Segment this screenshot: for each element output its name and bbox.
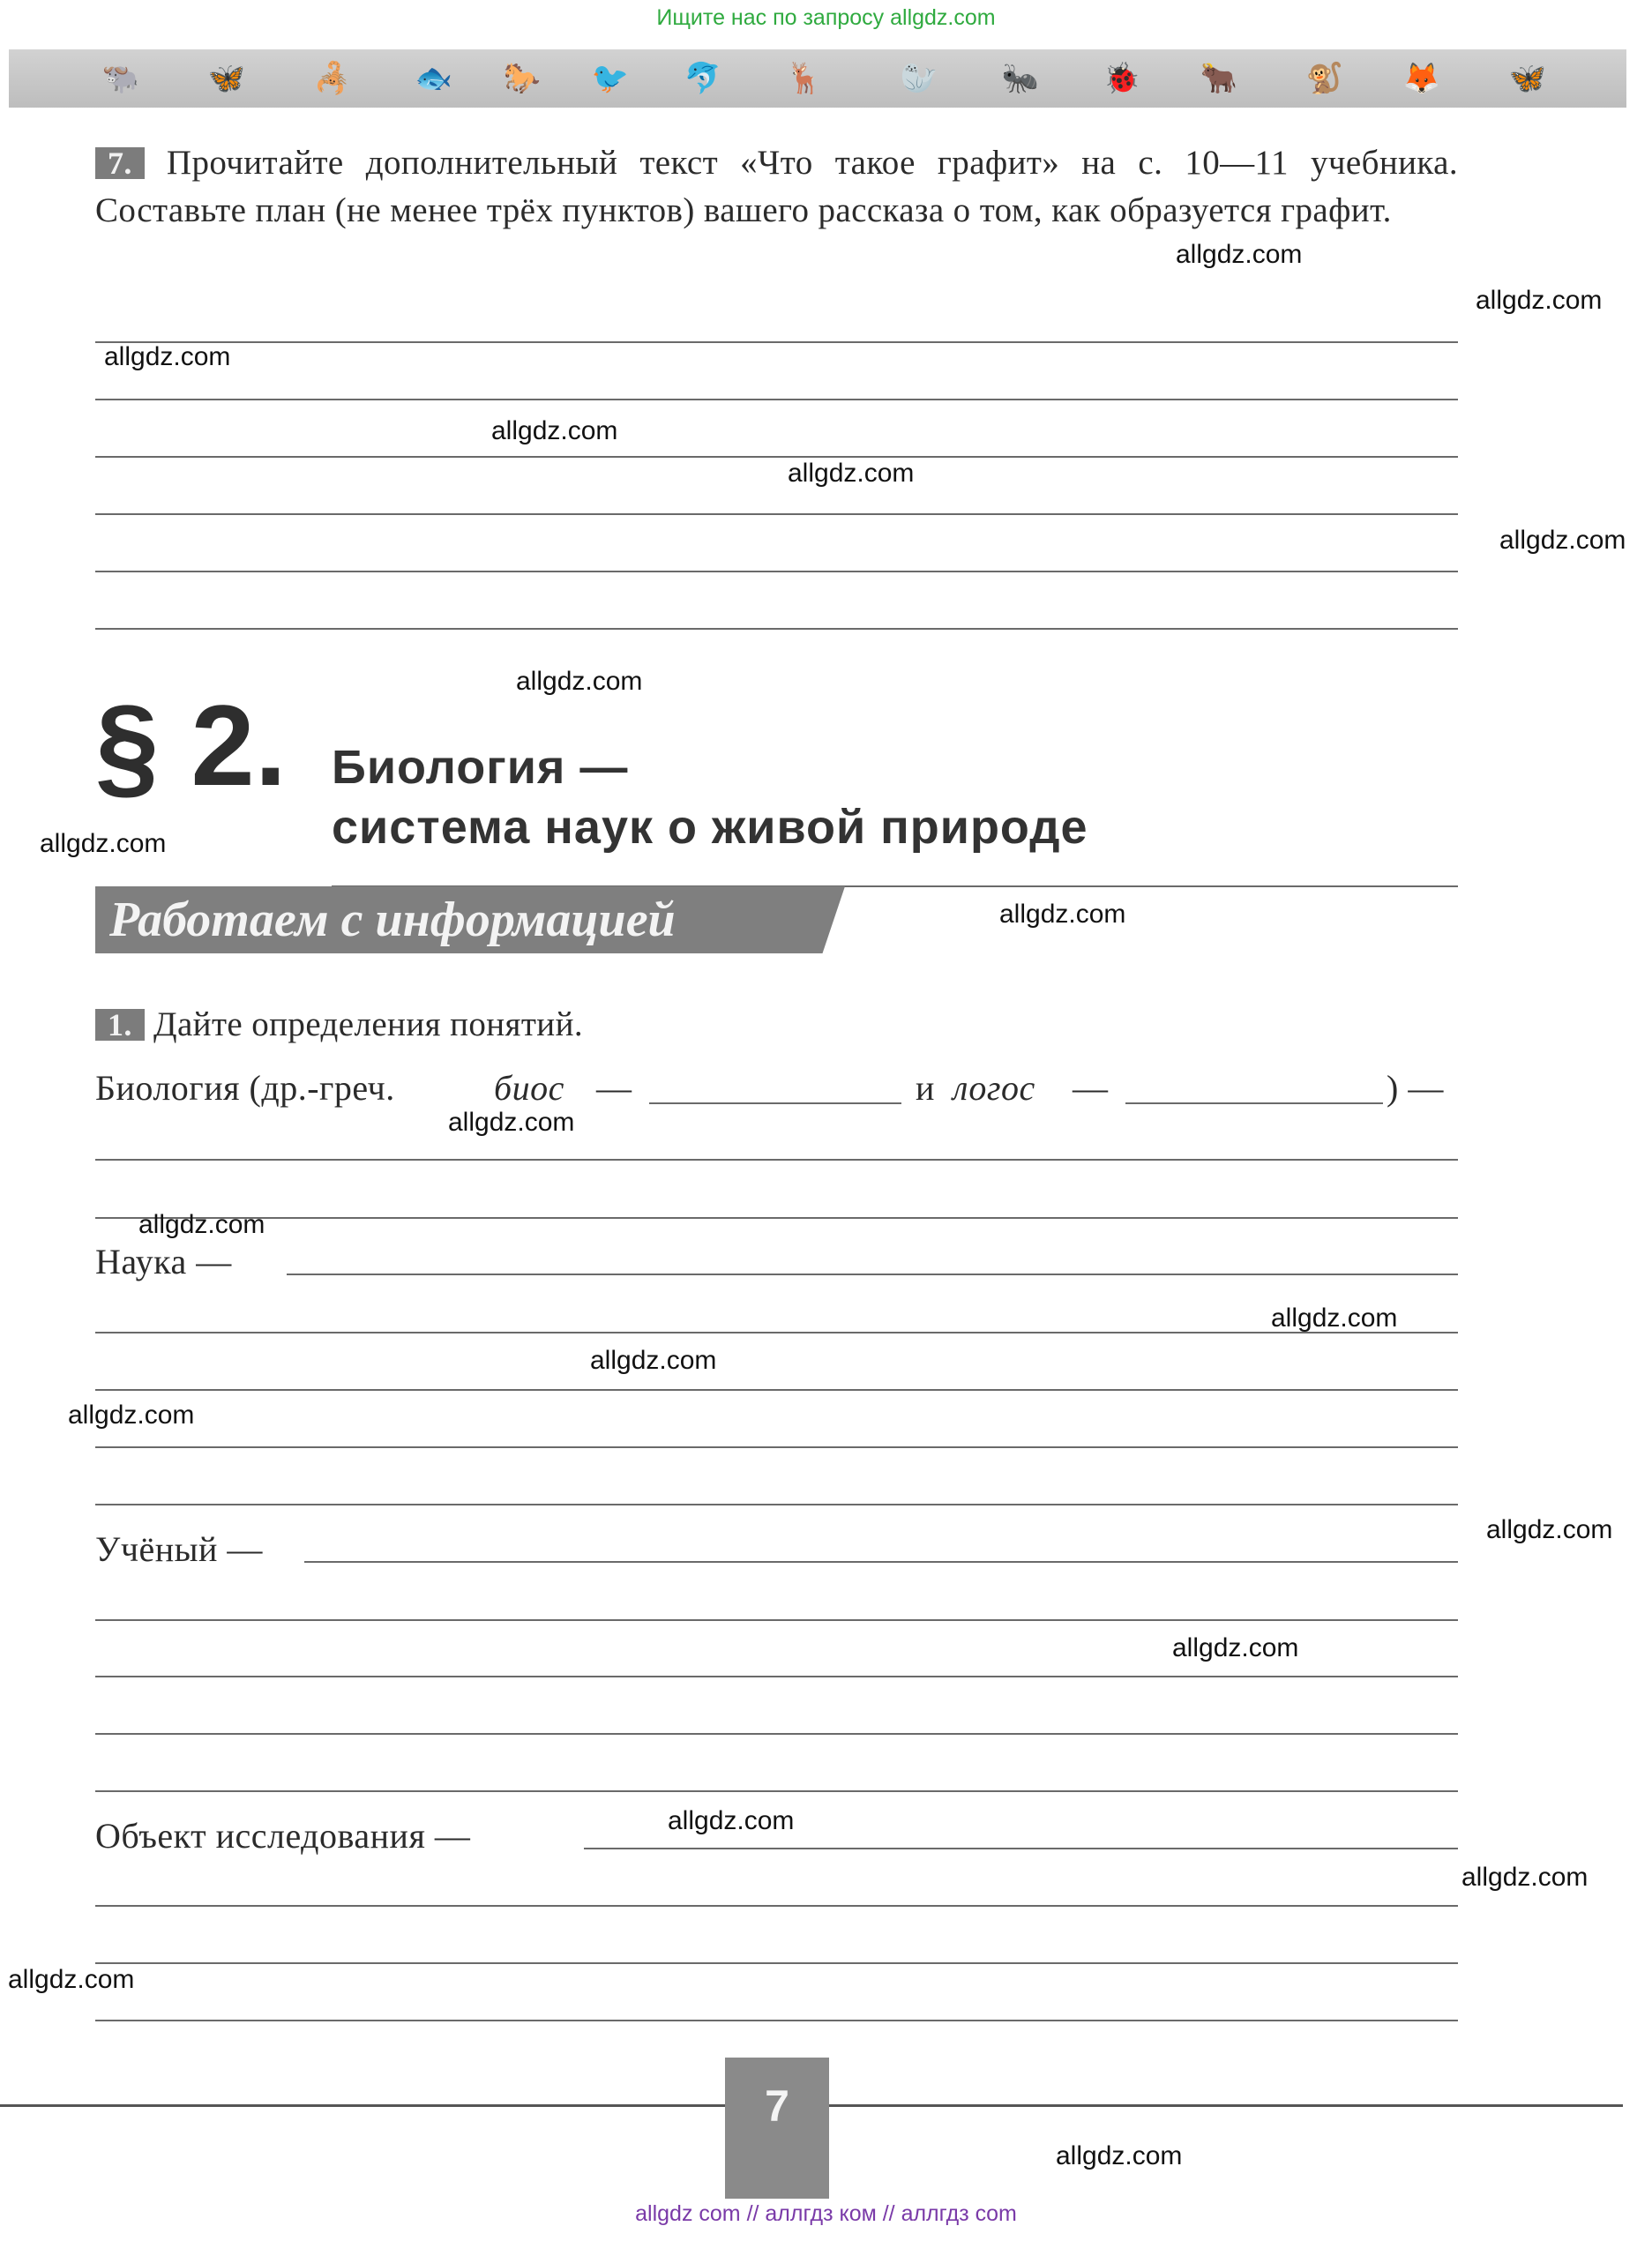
page-number: 7 — [725, 2058, 829, 2199]
fish-icon: 🐟 — [415, 61, 453, 96]
task-7-number: 7. — [95, 147, 145, 179]
watermark: allgdz.com — [68, 1401, 195, 1430]
monkey-icon: 🐒 — [1305, 61, 1344, 96]
bios-term: биос — [494, 1068, 564, 1108]
biology-label: Биология (др.-греч. — [95, 1068, 395, 1108]
dash: — — [596, 1068, 632, 1108]
watermark: allgdz.com — [516, 667, 643, 696]
logos-term: логос — [953, 1068, 1035, 1108]
paragraph-title — [332, 737, 1088, 857]
paragraph-number: § 2. — [95, 681, 287, 810]
answer-line[interactable] — [95, 1217, 1458, 1219]
answer-line[interactable] — [95, 628, 1458, 630]
task-1-text: Дайте определения понятий. — [153, 1005, 583, 1043]
answer-line[interactable] — [95, 1504, 1458, 1505]
dash: — — [1073, 1068, 1109, 1108]
watermark: allgdz.com — [40, 829, 167, 858]
task-1-number: 1. — [95, 1009, 145, 1041]
task-1 — [95, 1001, 583, 1049]
biology-suffix: ) — — [1387, 1068, 1444, 1108]
object-blank[interactable] — [584, 1848, 1458, 1849]
watermark: allgdz.com — [1476, 286, 1603, 315]
object-label: Объект исследования — — [95, 1816, 471, 1856]
answer-line[interactable] — [95, 1159, 1458, 1161]
answer-line[interactable] — [95, 1962, 1458, 1964]
answer-line[interactable] — [95, 513, 1458, 515]
animal-banner — [9, 49, 1626, 108]
answer-line[interactable] — [95, 456, 1458, 458]
answer-line[interactable] — [95, 1446, 1458, 1448]
horse-icon: 🐎 — [503, 61, 542, 96]
answer-line[interactable] — [95, 399, 1458, 400]
bison-icon: 🐃 — [101, 61, 140, 96]
science-label: Наука — — [95, 1242, 232, 1281]
watermark: allgdz.com — [1056, 2141, 1183, 2170]
task-7-text: Прочитайте дополнительный текст «Что такое графит» на с. 10—11 учебника. Составьте план (не менее трёх пунктов) вашего рассказа о том, как образуется графит. — [95, 144, 1458, 229]
fox-icon: 🦊 — [1402, 61, 1441, 96]
watermark: allgdz.com — [1176, 240, 1303, 269]
dolphin-icon: 🐬 — [684, 61, 722, 96]
moth-icon: 🦋 — [1508, 61, 1547, 96]
seal-icon: 🦭 — [900, 61, 938, 96]
scorpion-icon: 🦂 — [313, 61, 352, 96]
watermark: allgdz.com — [788, 459, 915, 488]
task-7 — [95, 139, 1458, 235]
answer-line[interactable] — [95, 2020, 1458, 2021]
deer-icon: 🦌 — [785, 61, 824, 96]
answer-line[interactable] — [95, 341, 1458, 343]
scientist-label: Учёный — — [95, 1529, 263, 1569]
and-word: и — [916, 1068, 935, 1108]
bug-icon: 🐞 — [1103, 61, 1141, 96]
watermark: allgdz.com — [1172, 1633, 1299, 1662]
ant-icon: 🐜 — [1001, 61, 1040, 96]
answer-line[interactable] — [95, 1619, 1458, 1621]
butterfly-icon: 🦋 — [207, 61, 246, 96]
watermark: allgdz.com — [8, 1965, 135, 1994]
watermark: allgdz.com — [1461, 1863, 1588, 1892]
watermark: allgdz.com — [999, 900, 1126, 929]
watermark: allgdz.com — [104, 342, 231, 371]
watermark: allgdz.com — [1486, 1515, 1613, 1544]
bios-blank[interactable] — [649, 1102, 901, 1104]
watermark: allgdz.com — [668, 1806, 795, 1835]
answer-line[interactable] — [95, 1790, 1458, 1792]
paragraph-title-line1: Биология — — [332, 741, 629, 794]
section-header: Работаем с информацией — [109, 893, 676, 947]
answer-line[interactable] — [95, 1676, 1458, 1677]
footer-line-left — [0, 2104, 725, 2107]
answer-line[interactable] — [95, 1389, 1458, 1391]
top-note[interactable]: Ищите нас по запросу allgdz.com — [656, 5, 996, 30]
answer-line[interactable] — [95, 1905, 1458, 1907]
science-blank[interactable] — [287, 1274, 1458, 1275]
scientist-blank[interactable] — [304, 1561, 1458, 1563]
bird-icon: 🐦 — [591, 61, 630, 96]
watermark: allgdz.com — [590, 1346, 717, 1375]
bottom-note[interactable]: allgdz com // аллгдз ком // аллгдз com — [635, 2201, 1017, 2226]
answer-line[interactable] — [95, 571, 1458, 572]
bull-icon: 🐂 — [1200, 61, 1238, 96]
watermark: allgdz.com — [491, 416, 618, 445]
footer-line-right — [829, 2104, 1623, 2107]
watermark: allgdz.com — [138, 1210, 265, 1239]
answer-line[interactable] — [95, 1733, 1458, 1735]
watermark: allgdz.com — [1271, 1304, 1398, 1333]
paragraph-title-line2: система наук о живой природе — [332, 801, 1088, 854]
answer-line[interactable] — [95, 1332, 1458, 1333]
watermark: allgdz.com — [1499, 526, 1626, 555]
watermark: allgdz.com — [448, 1108, 575, 1137]
logos-blank[interactable] — [1125, 1102, 1383, 1104]
